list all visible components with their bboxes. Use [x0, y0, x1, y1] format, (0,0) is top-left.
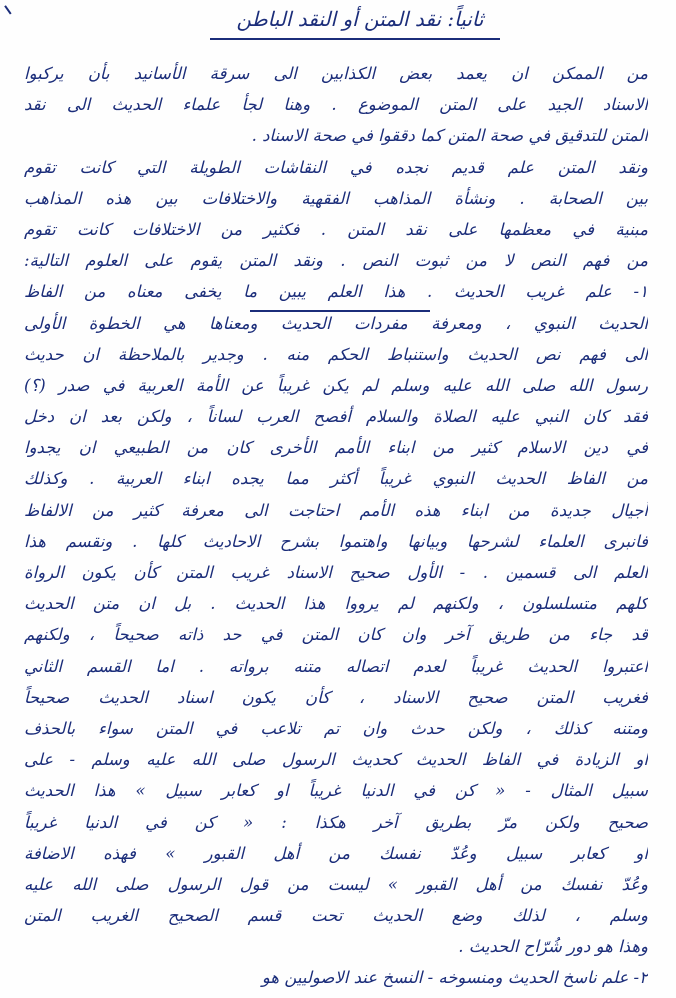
text-line: سبيل المثال - « كن في الدنيا غريباً او كعابر سبيل » هذا الحديث — [24, 781, 648, 801]
section-item-2: ٢- علم ناسخ الحديث ومنسوخه - النسخ عند الاصوليين هو — [261, 968, 648, 988]
text-line: بين الصحابة . ونشأة المذاهب الفقهية والاختلافات بين هذه المذاهب — [24, 188, 648, 208]
section-item-1: ١- علم غريب الحديث . هذا العلم يبين ما يخفى معناه من الفاظ — [24, 282, 648, 302]
text-line: اعتبروا الحديث غريباً لعدم اتصاله متنه برواته . اما القسم الثاني — [24, 656, 648, 676]
text-line: وهذا هو دور شُرّاح الحديث . — [458, 937, 648, 957]
term-underline — [250, 310, 430, 312]
text-line: العلم الى قسمين . - الأول صحيح الاسناد غريب المتن كأن يكون الرواة — [24, 563, 648, 582]
text-line: أجيال جديدة من ابناء هذه الأمم احتاجت الى معرفة كثير من الالفاظ — [24, 500, 648, 520]
text-line: الحديث النبوي ، ومعرفة مفردات الحديث ومعناها هي الخطوة الأولى — [24, 313, 648, 333]
text-line: وعُدّ نفسك من أهل القبور » ليست من قول الرسول صلى الله عليه — [24, 874, 648, 894]
text-line: او كعابر سبيل وعُدّ نفسك من أهل القبور » فهذه الاضافة — [24, 843, 648, 863]
pen-mark — [4, 0, 20, 15]
text-line: المتن للتدقيق في صحة المتن كما دققوا في صحة الاسناد . — [251, 126, 648, 146]
text-line: كلهم متسلسلون ، ولكنهم لم يرووا هذا الحديث . بل ان متن الحديث — [24, 594, 648, 614]
text-line: من الممكن ان يعمد بعض الكذابين الى سرقة الأسانيد بأن يركبوا — [24, 64, 648, 83]
text-line: صحيح ولكن مرّ بطريق آخر هكذا : « كن في الدنيا غريباً — [24, 812, 648, 832]
text-line: وسلم ، لذلك وضع الحديث تحت قسم الصحيح الغريب المتن — [24, 906, 648, 926]
text-line: من الفاظ الحديث النبوي غريباً أكثر مما يجده ابناء العربية . وكذلك — [24, 469, 648, 489]
text-line: الى فهم نص الحديث واستنباط الحكم منه . وجدير بالملاحظة ان حديث — [24, 344, 648, 364]
text-line: فغريب المتن صحيح الاسناد ، كأن يكون اسناد الحديث صحيحاً — [24, 687, 648, 707]
text-line: فانبرى العلماء لشرحها وبيانها واهتموا بشرح الاحاديث كلها . ونقسم هذا — [24, 531, 648, 551]
text-line: من فهم النص لا من ثبوت النص . ونقد المتن يقوم على العلوم التالية: — [24, 251, 648, 271]
text-line: او الزيادة في الفاظ الحديث كحديث الرسول صلى الله عليه وسلم - على — [24, 750, 648, 770]
text-line: قد جاء من طريق آخر وان كان المتن في حد ذاته صحيحاً ، ولكنهم — [24, 625, 648, 645]
handwritten-text-body — [24, 58, 648, 994]
text-line: مبنية في معظمها على نقد المتن . فكثير من الاختلافات كانت تقوم — [24, 219, 648, 239]
text-line: رسول الله صلى الله عليه وسلم لم يكن غريباً عن الأمة العربية في صدر (؟) — [24, 375, 648, 395]
page-heading: ثانياً: نقد المتن أو النقد الباطن — [236, 7, 484, 31]
text-line: الاسناد الجيد على المتن الموضوع . وهنا لجأ علماء الحديث الى نقد — [24, 95, 648, 115]
text-line: ونقد المتن علم قديم نجده في النقاشات الطويلة التي كانت تقوم — [24, 157, 648, 177]
text-line: فقد كان النبي عليه الصلاة والسلام أفصح العرب لساناً ، ولكن بعد ان دخل — [24, 407, 648, 427]
heading-underline — [210, 38, 500, 40]
text-line: في دين الاسلام كثير من ابناء الأمم الأخرى كان من الطبيعي ان يجدوا — [24, 438, 648, 458]
text-line: ومتنه كذلك ، ولكن حدث وان تم تلاعب في المتن سواء بالحذف — [24, 718, 648, 738]
